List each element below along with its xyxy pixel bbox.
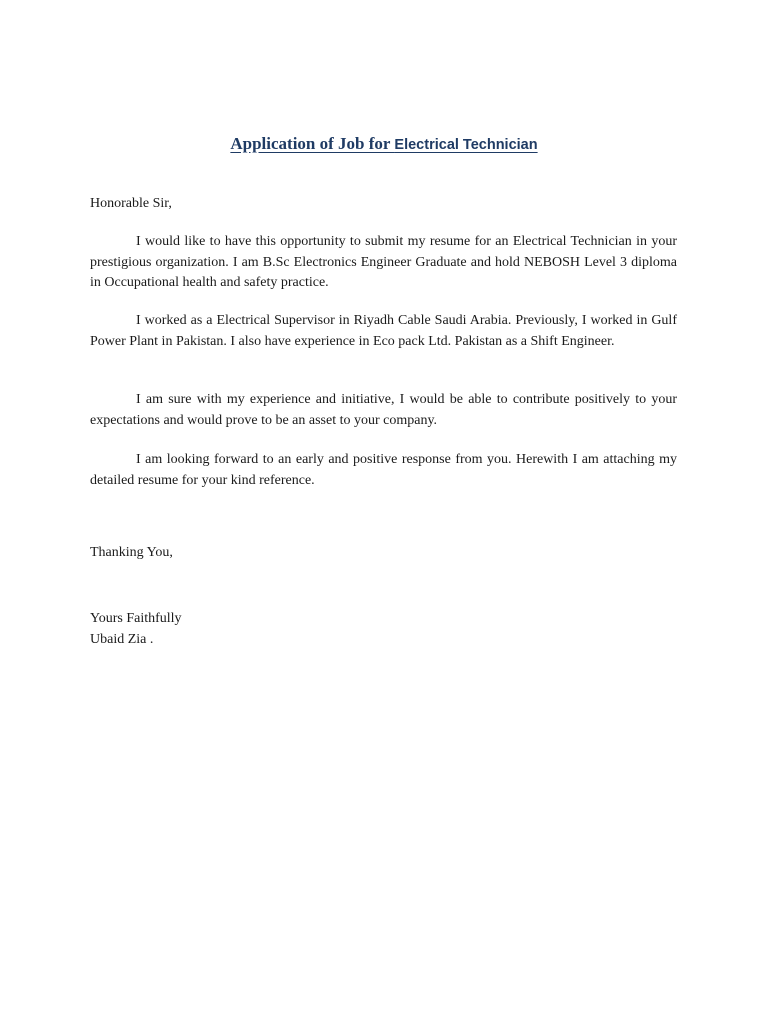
paragraph-closing-request: I am looking forward to an early and positive response from you. Herewith I am attaching my detailed resume for your kind reference. — [90, 452, 677, 488]
paragraph-intro: I would like to have this opportunity to submit my resume for an Electrical Technician in your prestigious organization. I am B.Sc Electronics Engineer Graduate and hold NEBOSH Level 3 diploma in Occupational health and safety practice. — [90, 234, 677, 290]
closing-line: Yours Faithfully — [90, 611, 182, 626]
thanks-line: Thanking You, — [90, 545, 173, 560]
letter-title-position: Electrical Technician — [394, 137, 538, 153]
letter-title — [0, 133, 768, 156]
letter-title-main: Application of Job for — [230, 134, 395, 153]
paragraph-experience: I worked as a Electrical Supervisor in Riyadh Cable Saudi Arabia. Previously, I worked in Gulf Power Plant in Pakistan. I also have experience in Eco pack Ltd. Pakistan as a Shift Engineer. — [90, 313, 677, 349]
salutation: Honorable Sir, — [90, 196, 172, 211]
signature-name: Ubaid Zia . — [90, 632, 154, 647]
paragraph-contribution: I am sure with my experience and initiative, I would be able to contribute positively to your expectations and would prove to be an asset to your company. — [90, 392, 677, 428]
